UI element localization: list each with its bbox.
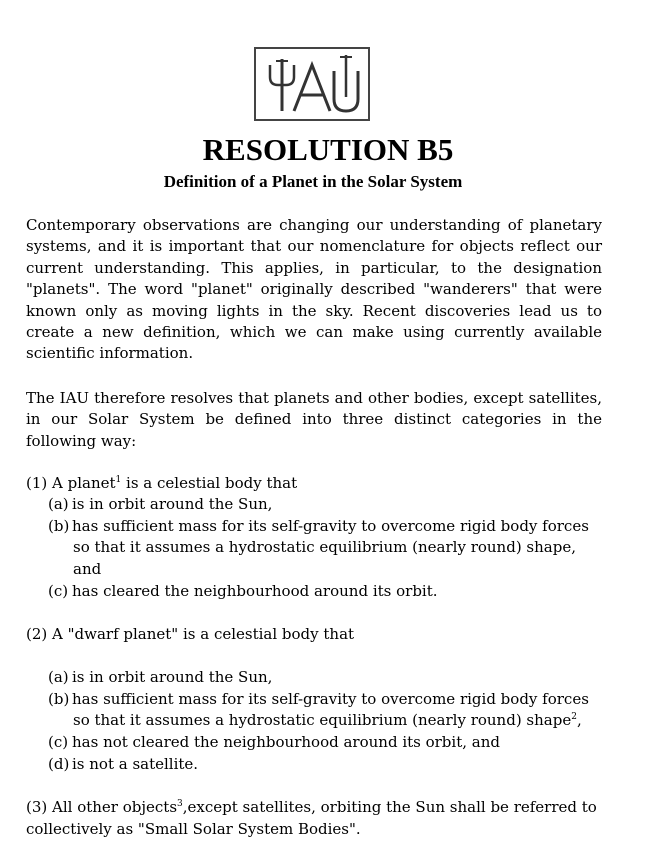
- page-subtitle: Definition of a Planet in the Solar System: [163, 172, 463, 191]
- list-item: (b) has sufficient mass for its self-gravity to overcome rigid body forces: [48, 690, 589, 708]
- footnote-marker: 3: [177, 799, 183, 809]
- planet-definition-intro: (1) A planet$^1$ is a celestial body that: [26, 474, 298, 492]
- resolves-paragraph: The IAU therefore resolves that planets and other bodies, except satellites, in our Solar System be defined into three distinct categories in the following way:: [26, 389, 602, 450]
- list-item: (b) has sufficient mass for its self-gravity to overcome rigid body forces: [48, 517, 589, 535]
- footnote-marker: 1: [115, 475, 122, 485]
- list-item: (c) has cleared the neighbourhood around its orbit.: [48, 582, 438, 600]
- logo-text: IAU: [312, 117, 314, 118]
- list-item: (a) is in orbit around the Sun,: [48, 495, 273, 513]
- intro-paragraph: Contemporary observations are changing our understanding of planetary systems, and it is important that our nomenclature for objects reflect our current understanding. This applies, in particular, to the designation "planets". The word "planet" originally described "wanderers" that were known only as moving lights in the sky. Recent discoveries lead us to create a new definition, which we can make using currently available scientific information.: [26, 216, 602, 363]
- list-item: (a) is in orbit around the Sun,: [48, 668, 273, 686]
- list-item: (c) has not cleared the neighbourhood around its orbit, and: [48, 733, 500, 751]
- small-bodies-definition-continuation: collectively as "Small Solar System Bodies".: [26, 820, 361, 838]
- footnote-marker: 2: [571, 712, 577, 722]
- page-title: RESOLUTION B5: [202, 132, 454, 167]
- dwarf-planet-definition-intro: (2) A "dwarf planet" is a celestial body that: [26, 625, 355, 643]
- list-item: (d) is not a satellite.: [48, 755, 199, 773]
- list-item-continuation: and: [73, 560, 102, 578]
- small-bodies-definition: (3) All other objects$^3$,except satellites, orbiting the Sun shall be referred to: [26, 798, 597, 816]
- iau-logo: [254, 47, 370, 121]
- list-item-continuation: so that it assumes a hydrostatic equilibrium (nearly round) shape,: [73, 538, 576, 556]
- list-item-continuation: so that it assumes a hydrostatic equilibrium (nearly round) shape$^2$,: [73, 711, 582, 729]
